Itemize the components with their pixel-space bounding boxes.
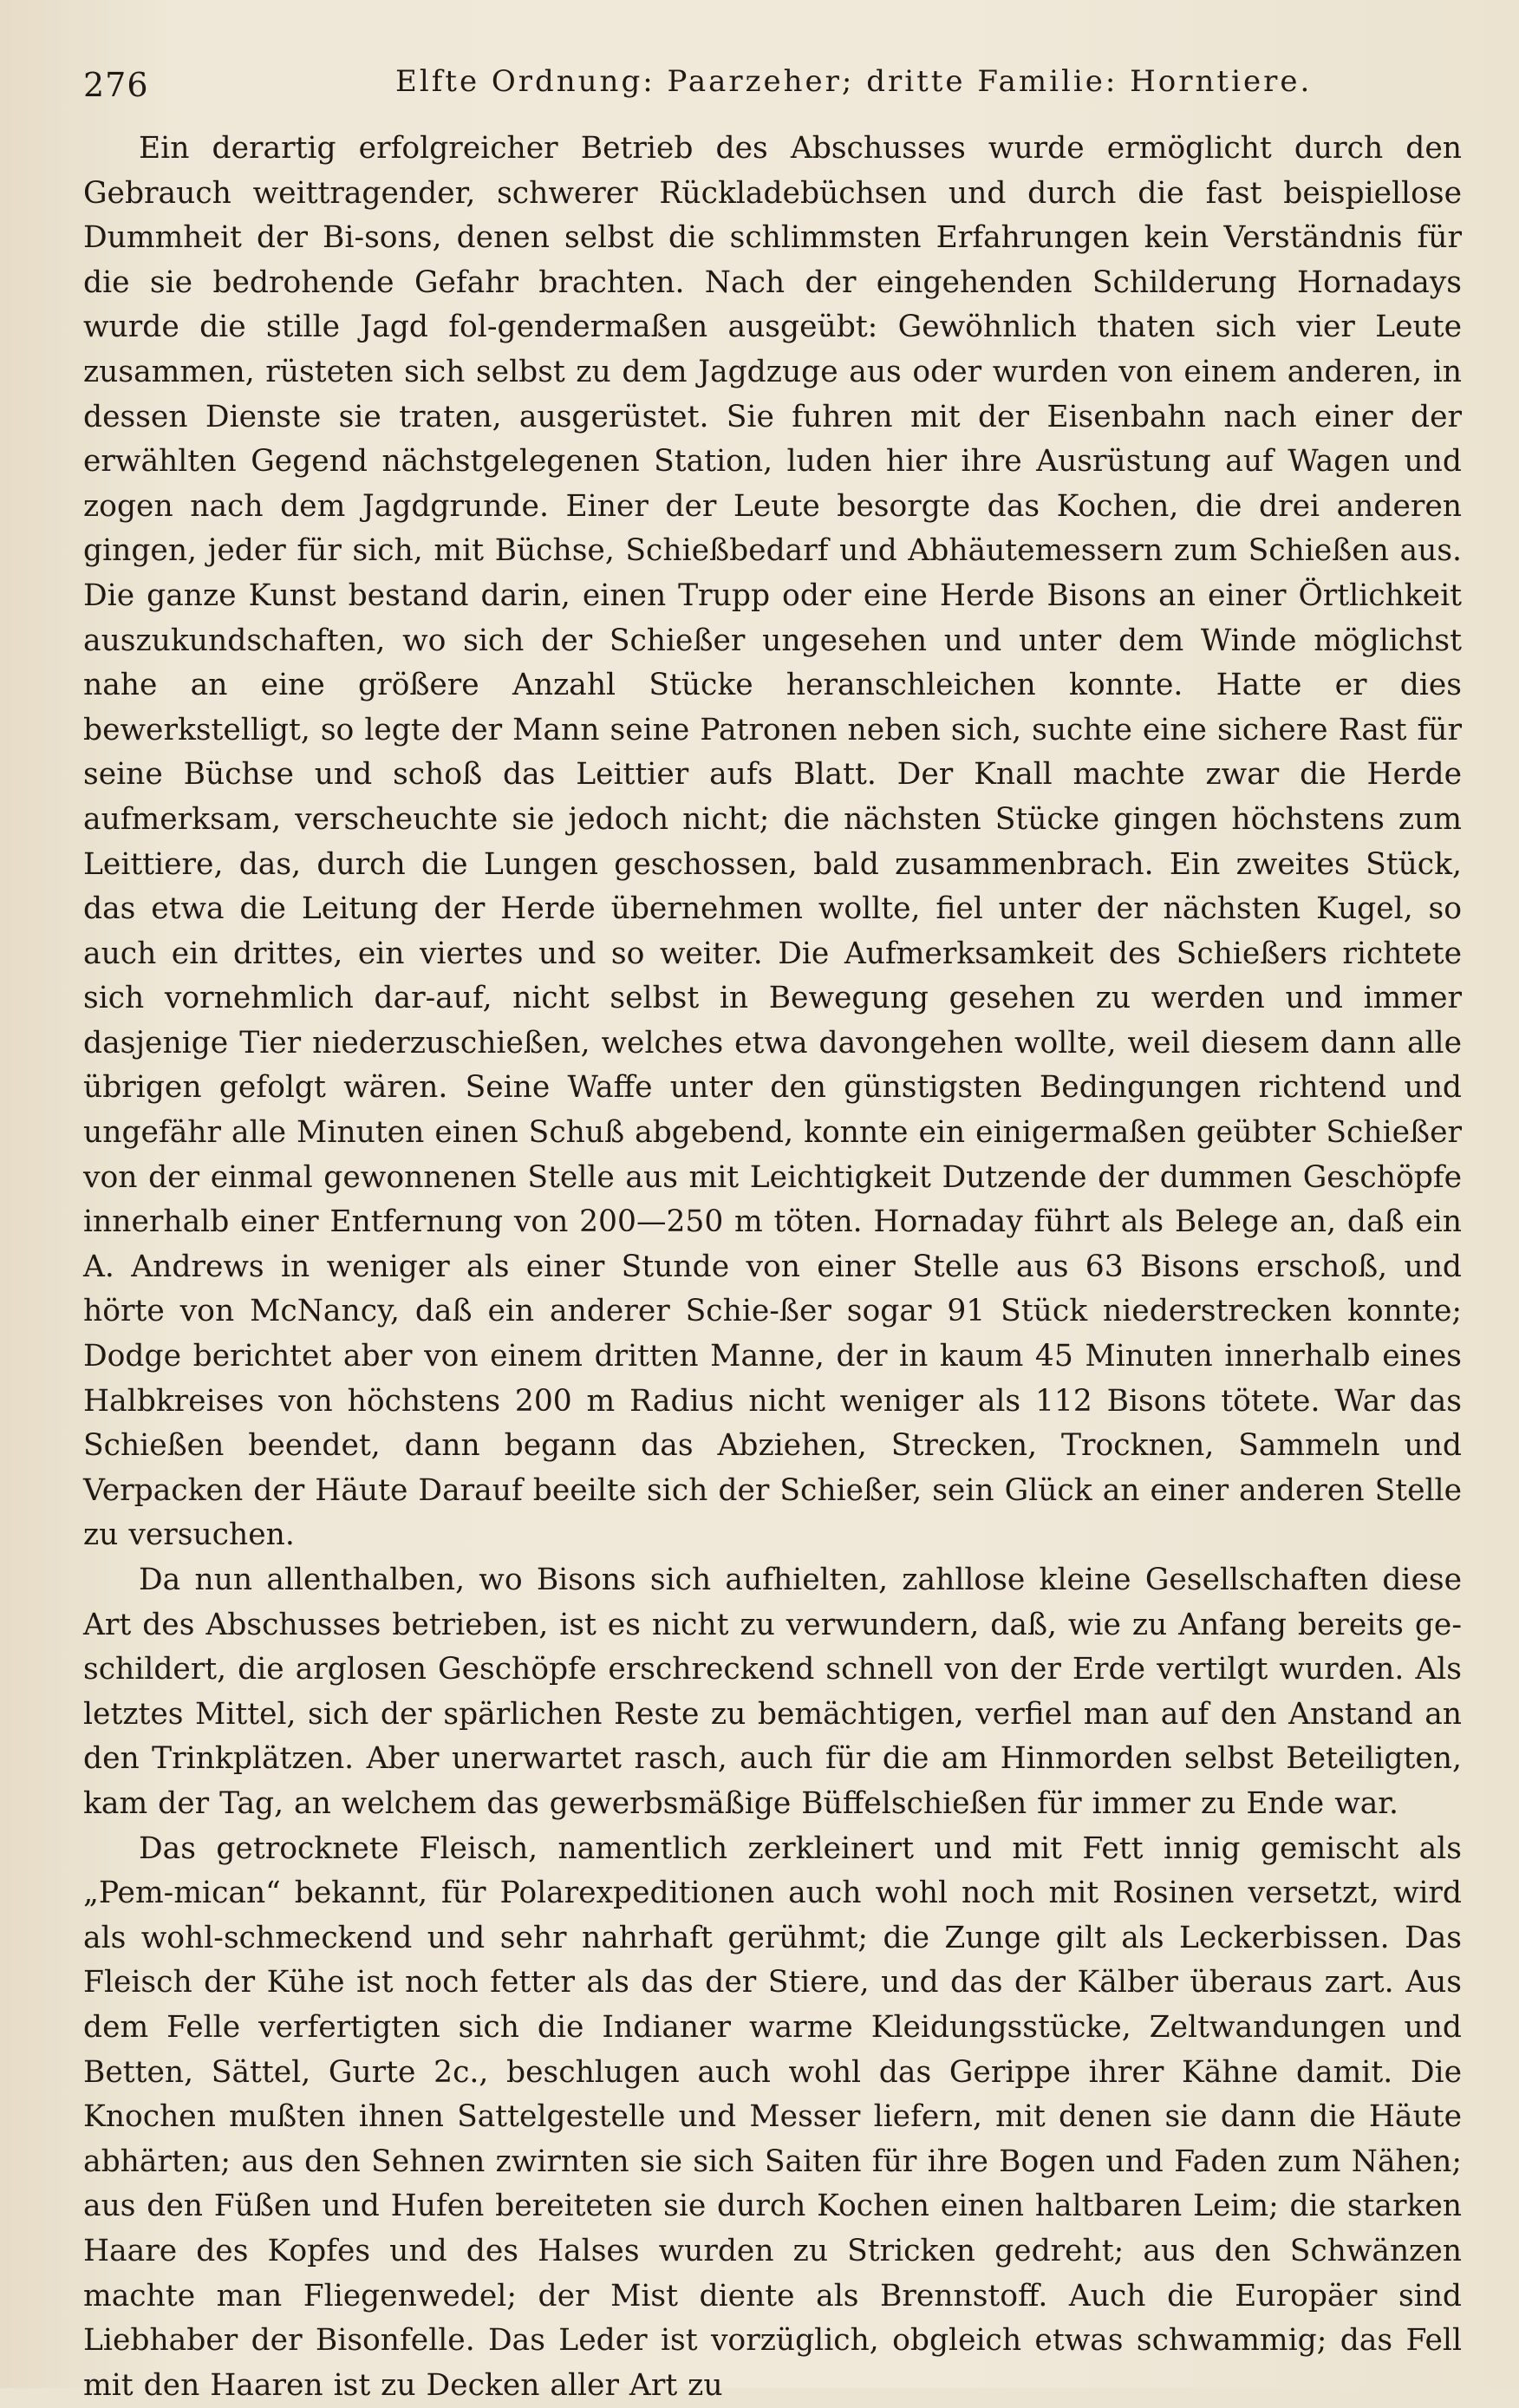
paragraph-hunting-method: Ein derartig erfolgreicher Betrieb des Abschusses wurde ermöglicht durch den Gebrauch weittragender, schwerer Rückladebüchsen und durch die fast beispiellose Dummheit der Bi-sons, denen selbst die schlimmsten Erfahrungen kein Verständnis für die sie bedrohende Gefahr brachten. Nach der eingehenden Schilderung Hornadays wurde die stille Jagd fol-gendermaßen ausgeübt: Gewöhnlich thaten sich vier Leute zusammen, rüsteten sich selbst zu dem Jagdzuge aus oder wurden von einem anderen, in dessen Dienste sie traten, ausgerüstet. Sie fuhren mit der Eisenbahn nach einer der erwählten Gegend nächstgelegenen Station, luden hier ihre Ausrüstung auf Wagen und zogen nach dem Jagdgrunde. Einer der Leute besorgte das Kochen, die drei anderen gingen, jeder für sich, mit Büchse, Schießbedarf und Abhäutemessern zum Schießen aus. Die ganze Kunst bestand darin, einen Trupp oder eine Herde Bisons an einer Örtlichkeit auszukundschaften, wo sich der Schießer ungesehen und unter dem Winde möglichst nahe an eine größere Anzahl Stücke heranschleichen konnte. Hatte er dies bewerkstelligt, so legte der Mann seine Patronen neben sich, suchte eine sichere Rast für seine Büchse und schoß das Leittier aufs Blatt. Der Knall machte zwar die Herde aufmerksam, verscheuchte sie jedoch nicht; die nächsten Stücke gingen höchstens zum Leittiere, das, durch die Lungen geschossen, bald zusammenbrach. Ein zweites Stück, das etwa die Leitung der Herde übernehmen wollte, fiel unter der nächsten Kugel, so auch ein drittes, ein viertes und so weiter. Die Aufmerksamkeit des Schießers richtete sich vornehmlich dar-auf, nicht selbst in Bewegung gesehen zu werden und immer dasjenige Tier niederzuschießen, welches etwa davongehen wollte, weil diesem dann alle übrigen gefolgt wären. Seine Waffe unter den günstigsten Bedingungen richtend und ungefähr alle Minuten einen Schuß abgebend, konnte ein einigermaßen geübter Schießer von der einmal gewonnenen Stelle aus mit Leichtigkeit Dutzende der dummen Geschöpfe innerhalb einer Entfernung von 200—250 m töten. Hornaday führt als Belege an, daß ein A. Andrews in weniger als einer Stunde von einer Stelle aus 63 Bisons erschoß, und hörte von McNancy, daß ein anderer Schie-ßer sogar 91 Stück niederstrecken konnte; Dodge berichtet aber von einem dritten Manne, der in kaum 45 Minuten innerhalb eines Halbkreises von höchstens 200 m Radius nicht weniger als 112 Bisons tötete. War das Schießen beendet, dann begann das Abziehen, Strecken, Trocknen, Sammeln und Verpacken der Häute Darauf beeilte sich der Schießer, sein Glück an einer anderen Stelle zu versuchen.	[83, 131, 1462, 1553]
paragraph-uses-of-bison: Das getrocknete Fleisch, namentlich zerkleinert und mit Fett innig gemischt als „Pem-mican“ bekannt, für Polarexpeditionen auch wohl noch mit Rosinen versetzt, wird als wohl-schmeckend und sehr nahrhaft gerühmt; die Zunge gilt als Leckerbissen. Das Fleisch der Kühe ist noch fetter als das der Stiere, und das der Kälber überaus zart. Aus dem Felle verfertigten sich die Indianer warme Kleidungsstücke, Zeltwandungen und Betten, Sättel, Gurte 2c., beschlugen auch wohl das Gerippe ihrer Kähne damit. Die Knochen mußten ihnen Sattelgestelle und Messer liefern, mit denen sie dann die Häute abhärten; aus den Sehnen zwirnten sie sich Saiten für ihre Bogen und Faden zum Nähen; aus den Füßen und Hufen bereiteten sie durch Kochen einen haltbaren Leim; die starken Haare des Kopfes und des Halses wurden zu Stricken gedreht; aus den Schwänzen machte man Fliegenwedel; der Mist diente als Brennstoff. Auch die Europäer sind Liebhaber der Bisonfelle. Das Leder ist vorzüglich, obgleich etwas schwammig; das Fell mit den Haaren ist zu Decken aller Art zu	[83, 1830, 1462, 2403]
body-text	[83, 127, 1462, 2408]
paragraph-extermination: Da nun allenthalben, wo Bisons sich aufhielten, zahllose kleine Gesellschaften diese Art des Abschusses betrieben, ist es nicht zu verwundern, daß, wie zu Anfang bereits ge-schildert, die arglosen Geschöpfe erschreckend schnell von der Erde vertilgt wurden. Als letztes Mittel, sich der spärlichen Reste zu bemächtigen, verfiel man auf den Anstand an den Trinkplätzen. Aber unerwartet rasch, auch für die am Hinmorden selbst Beteiligten, kam der Tag, an welchem das gewerbsmäßige Büffelschießen für immer zu Ende war.	[83, 1563, 1462, 1821]
running-title: Elfte Ordnung: Paarzeher; dritte Familie: Horntiere.	[395, 64, 1313, 99]
page-number: 276	[83, 66, 149, 104]
running-header	[83, 61, 1470, 113]
